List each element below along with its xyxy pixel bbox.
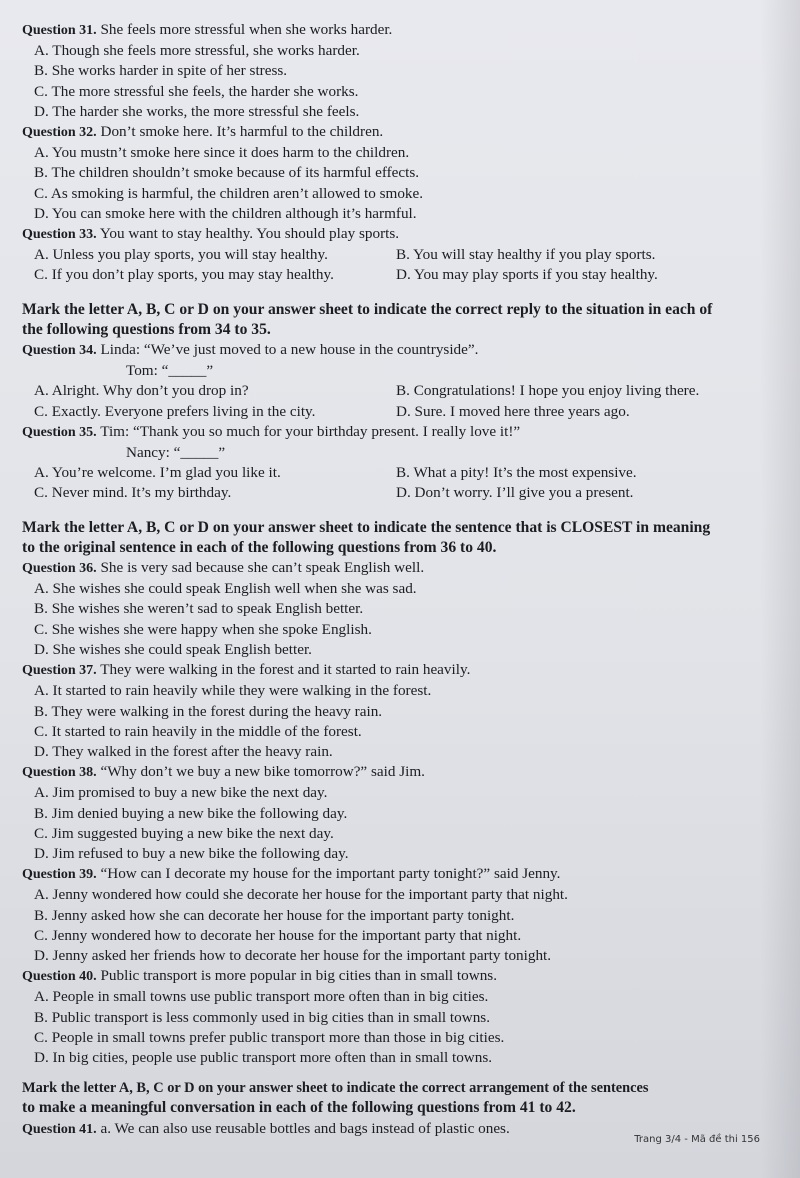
option: B. The children shouldn’t smoke because of its harmful effects. xyxy=(34,164,420,182)
option: A. People in small towns use public transport more often than in big cities. xyxy=(34,988,489,1006)
option: C. It started to rain heavily in the middle of the forest. xyxy=(34,722,362,740)
option: D. The harder she works, the more stressful she feels. xyxy=(34,102,360,120)
option: A. Jim promised to buy a new bike the next day. xyxy=(34,784,328,802)
option: D. She wishes she could speak English better. xyxy=(34,640,312,658)
option: C. Jenny wondered how to decorate her house for the important party that night. xyxy=(34,926,522,944)
question-label: Question 31. xyxy=(22,23,97,38)
question-31 xyxy=(22,20,792,122)
question-label: Question 41. xyxy=(22,1121,97,1137)
question-label: Question 32. xyxy=(22,125,97,141)
question-label: Question 34. xyxy=(22,343,97,359)
instruction-line: to make a meaningful conversation in each of the following questions from 41 to 42. xyxy=(22,1099,576,1117)
option-d: D. Don’t worry. I’ll give you a present. xyxy=(396,484,634,502)
instruction-line: the following questions from 34 to 35. xyxy=(22,320,271,338)
option-b: B. Congratulations! I hope you enjoy living there. xyxy=(396,382,700,400)
option-a: A. Alright. Why don’t you drop in? xyxy=(34,382,249,400)
question-stem: Don’t smoke here. It’s harmful to the children. xyxy=(100,123,384,141)
option: A. She wishes she could speak English well when she was sad. xyxy=(34,580,417,598)
question-label: Question 38. xyxy=(22,765,97,781)
exam-content xyxy=(22,20,792,1140)
question-stem: Public transport is more popular in big cities than in small towns. xyxy=(100,967,497,985)
question-stem: She feels more stressful when she works harder. xyxy=(100,21,393,38)
option-c: C. Never mind. It’s my birthday. xyxy=(34,484,232,502)
option: A. Jenny wondered how could she decorate her house for the important party that night. xyxy=(34,886,568,904)
option-a: A. Unless you play sports, you will stay healthy. xyxy=(34,246,328,264)
option-a: A. You’re welcome. I’m glad you like it. xyxy=(34,464,281,482)
option: B. Public transport is less commonly used in big cities than in small towns. xyxy=(34,1008,491,1026)
option: C. As smoking is harmful, the children aren’t allowed to smoke. xyxy=(34,184,424,202)
option: C. People in small towns prefer public transport more than those in big cities. xyxy=(34,1028,505,1046)
option-b: B. You will stay healthy if you play sports. xyxy=(396,246,656,264)
instruction-line: Mark the letter A, B, C or D on your answer sheet to indicate the sentence that is CLOSEST in meaning xyxy=(22,518,711,536)
option: C. She wishes she were happy when she spoke English. xyxy=(34,620,372,638)
option-c: C. Exactly. Everyone prefers living in the city. xyxy=(34,402,316,420)
question-38 xyxy=(22,762,792,864)
question-stem: Linda: “We’ve just moved to a new house in the countryside”. xyxy=(100,341,479,359)
reply-blank: Nancy: “_____” xyxy=(126,444,226,462)
question-label: Question 36. xyxy=(22,561,97,577)
question-stem: She is very sad because she can’t speak English well. xyxy=(100,559,425,577)
option: D. Jenny asked her friends how to decorate her house for the important party tonight. xyxy=(34,946,552,964)
question-stem: They were walking in the forest and it started to rain heavily. xyxy=(100,661,471,679)
option: B. They were walking in the forest during the heavy rain. xyxy=(34,702,383,720)
question-stem: a. We can also use reusable bottles and bags instead of plastic ones. xyxy=(100,1119,510,1137)
question-label: Question 39. xyxy=(22,867,97,883)
question-32 xyxy=(22,122,792,224)
question-label: Question 37. xyxy=(22,663,97,679)
option: B. She works harder in spite of her stress. xyxy=(34,62,288,80)
section-instruction xyxy=(22,300,792,340)
option: C. The more stressful she feels, the harder she works. xyxy=(34,82,359,100)
reply-blank: Tom: “_____” xyxy=(126,362,214,380)
question-stem: Tim: “Thank you so much for your birthday present. I really love it!” xyxy=(100,422,521,440)
question-39 xyxy=(22,864,792,966)
option-d: D. You may play sports if you stay healthy. xyxy=(396,266,658,284)
option: A. It started to rain heavily while they were walking in the forest. xyxy=(34,682,432,700)
option: D. You can smoke here with the children although it’s harmful. xyxy=(34,204,417,222)
question-40 xyxy=(22,966,792,1068)
page-footer: Trang 3/4 - Mã đề thi 156 xyxy=(634,1134,760,1145)
question-33 xyxy=(22,224,792,286)
option-b: B. What a pity! It’s the most expensive. xyxy=(396,464,637,482)
option: C. Jim suggested buying a new bike the next day. xyxy=(34,824,334,842)
question-35 xyxy=(22,422,792,504)
question-label: Question 35. xyxy=(22,424,97,440)
option: D. They walked in the forest after the heavy rain. xyxy=(34,742,333,760)
question-label: Question 40. xyxy=(22,969,97,985)
option: D. Jim refused to buy a new bike the following day. xyxy=(34,844,349,862)
question-stem: “Why don’t we buy a new bike tomorrow?” said Jim. xyxy=(100,763,425,781)
question-label: Question 33. xyxy=(22,227,97,243)
instruction-line: to the original sentence in each of the following questions from 36 to 40. xyxy=(22,538,497,556)
option-c: C. If you don’t play sports, you may stay healthy. xyxy=(34,266,334,284)
instruction-line: Mark the letter A, B, C or D on your answer sheet to indicate the correct reply to the situation in each of xyxy=(22,300,713,318)
instruction-line: Mark the letter A, B, C or D on your answer sheet to indicate the correct arrangement of the sentences xyxy=(22,1080,649,1097)
question-37 xyxy=(22,660,792,762)
question-36 xyxy=(22,558,792,660)
option: D. In big cities, people use public transport more often than in small towns. xyxy=(34,1048,493,1066)
option: B. Jenny asked how she can decorate her house for the important party tonight. xyxy=(34,906,515,924)
question-34 xyxy=(22,340,792,422)
option: A. You mustn’t smoke here since it does harm to the children. xyxy=(34,144,410,162)
question-stem: “How can I decorate my house for the important party tonight?” said Jenny. xyxy=(100,865,561,883)
option: B. She wishes she weren’t sad to speak English better. xyxy=(34,600,364,618)
option: A. Though she feels more stressful, she works harder. xyxy=(34,42,360,60)
section-instruction xyxy=(22,1078,792,1118)
option: B. Jim denied buying a new bike the following day. xyxy=(34,804,348,822)
option-d: D. Sure. I moved here three years ago. xyxy=(396,402,630,420)
question-stem: You want to stay healthy. You should play sports. xyxy=(99,225,400,243)
section-instruction xyxy=(22,518,792,558)
